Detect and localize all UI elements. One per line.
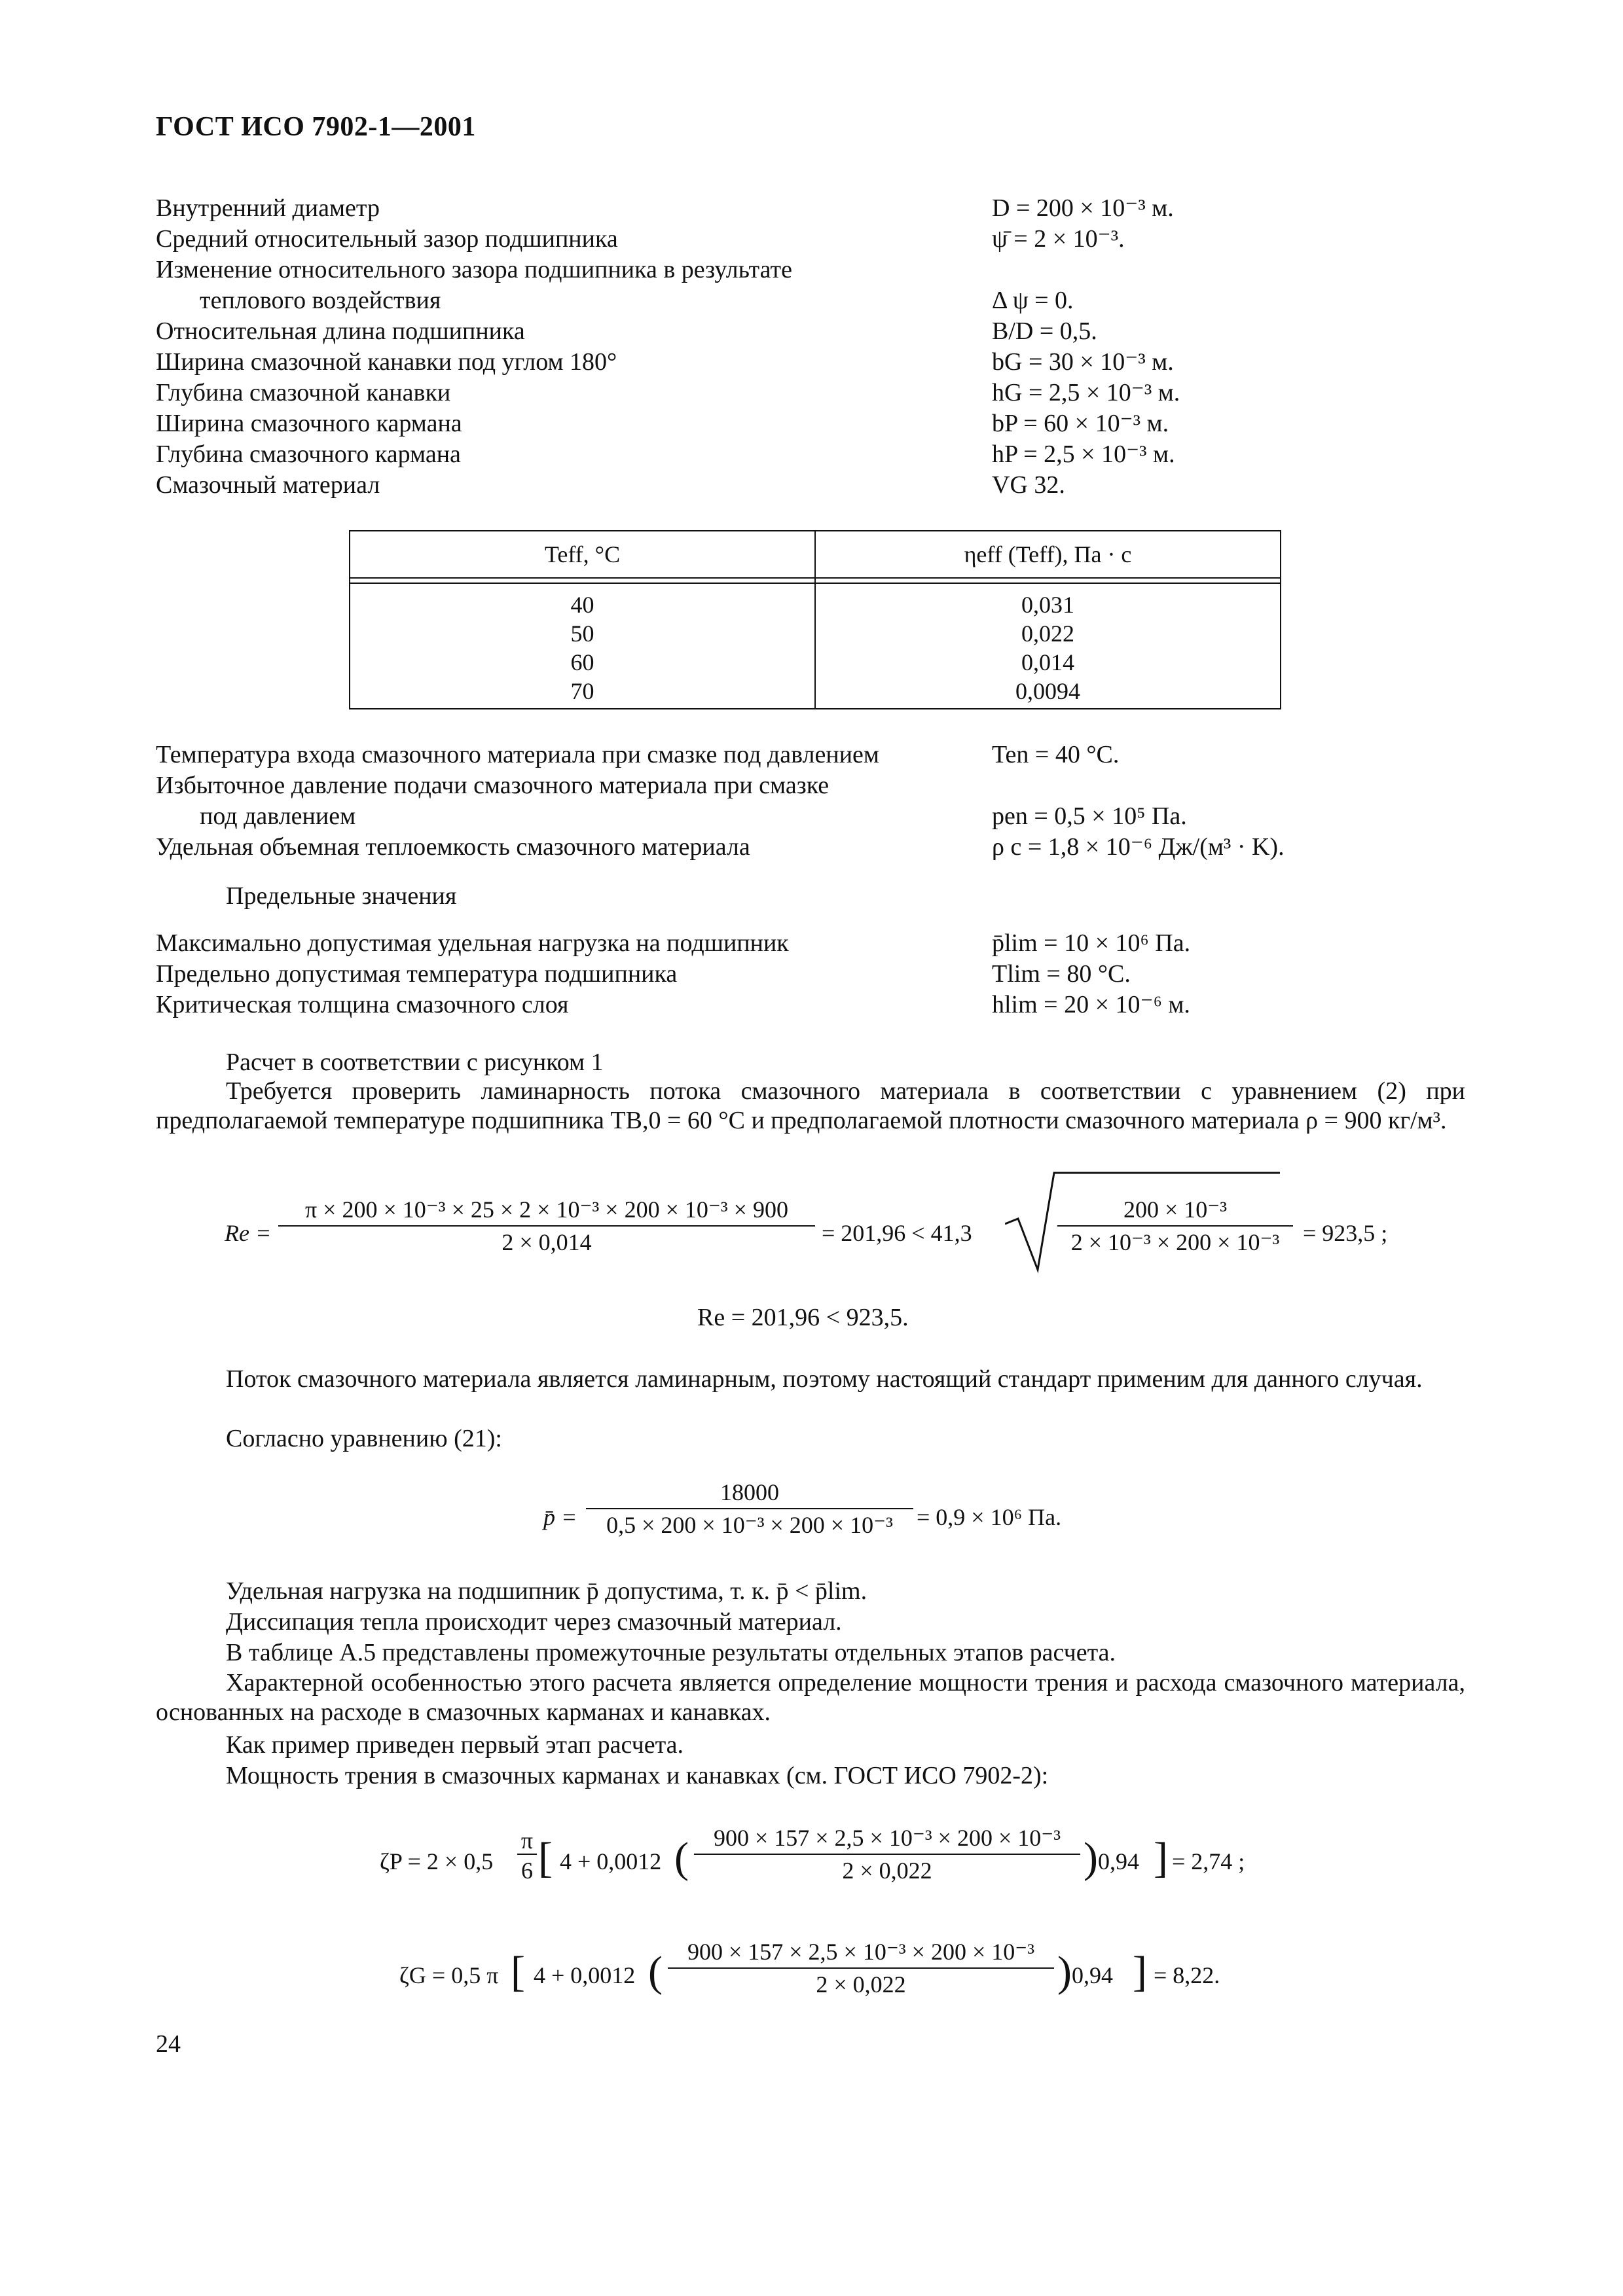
- param-label: Температура входа смазочного материала при смазке под давлением: [156, 741, 879, 768]
- right-paren: ): [1057, 1948, 1072, 1996]
- fraction-denominator: 2 × 0,014: [501, 1229, 592, 1255]
- left-paren: (: [674, 1834, 689, 1882]
- param-label: Относительная длина подшипника: [156, 317, 525, 345]
- limits-title: Предельные значения: [226, 882, 457, 910]
- table-divider: [350, 577, 1280, 579]
- text-line: Удельная нагрузка на подшипник p̄ допустима, т. к. p̄ < p̄lim.: [226, 1577, 867, 1605]
- param-value: Δ ψ = 0.: [992, 287, 1074, 314]
- equation-result: = 923,5 ;: [1303, 1220, 1388, 1246]
- param-label: Критическая толщина смазочного слоя: [156, 991, 569, 1018]
- table-column-temperature: [350, 590, 814, 706]
- paragraph: Требуется проверить ламинарность потока смазочного материала в соответствии с уравнением (2) при предполагаемой температуре подшипника TB,0 = 60 °C и предполагаемой плотности смазочного материала ρ = 900 кг/м³.: [156, 1077, 1465, 1134]
- equation-middle: = 201,96 < 41,3: [822, 1220, 972, 1246]
- param-label: Предельно допустимая температура подшипника: [156, 960, 678, 988]
- paragraph: Согласно уравнению (21):: [226, 1425, 502, 1452]
- paragraph: Характерной особенностью этого расчета является определение мощности трения и расхода смазочного материала, основанных на расходе в смазочных карманах и канавках.: [156, 1669, 1465, 1726]
- calc-title: Расчет в соответствии с рисунком 1: [226, 1049, 604, 1076]
- fraction-bar: [586, 1508, 913, 1509]
- param-label: Глубина смазочной канавки: [156, 379, 451, 406]
- param-value: Ten = 40 °C.: [992, 741, 1120, 768]
- param-value: bP = 60 × 10⁻³ м.: [992, 410, 1169, 437]
- right-bracket: ]: [1133, 1948, 1147, 1996]
- fraction-numerator: 900 × 157 × 2,5 × 10⁻³ × 200 × 10⁻³: [713, 1825, 1061, 1851]
- param-label: теплового воздействия: [200, 287, 441, 314]
- left-bracket: [: [511, 1948, 525, 1996]
- page-number: 24: [156, 2030, 181, 2058]
- fraction-numerator: 18000: [720, 1479, 779, 1505]
- param-label: под давлением: [200, 802, 356, 830]
- viscosity-table: [349, 530, 1281, 709]
- param-value: ψ̄ = 2 × 10⁻³.: [992, 225, 1125, 253]
- equation-exponent: 0,94: [1098, 1848, 1139, 1874]
- equation-result: = 2,74 ;: [1172, 1848, 1245, 1874]
- param-value: pen = 0,5 × 10⁵ Па.: [992, 802, 1187, 830]
- fraction-denominator: 2 × 0,022: [816, 1971, 906, 1998]
- table-cell: 40: [570, 592, 594, 618]
- table-divider: [350, 583, 1280, 584]
- equation-result: = 0,9 × 10⁶ Па.: [917, 1504, 1062, 1530]
- table-cell: 60: [570, 649, 594, 675]
- fraction-numerator: 900 × 157 × 2,5 × 10⁻³ × 200 × 10⁻³: [687, 1939, 1035, 1965]
- reynolds-result: Re = 201,96 < 923,5.: [697, 1304, 909, 1331]
- param-value: B/D = 0,5.: [992, 317, 1097, 345]
- fraction-bar: [278, 1225, 815, 1227]
- param-value: hP = 2,5 × 10⁻³ м.: [992, 440, 1175, 468]
- param-label: Избыточное давление подачи смазочного материала при смазке: [156, 772, 830, 799]
- equation-lhs: Re =: [225, 1220, 272, 1246]
- table-header-viscosity: ηeff (Teff), Па · с: [964, 541, 1132, 567]
- table-cell: 0,014: [1021, 649, 1074, 675]
- equation-term: 4 + 0,0012: [560, 1848, 662, 1874]
- fraction-denominator: 0,5 × 200 × 10⁻³ × 200 × 10⁻³: [606, 1512, 893, 1538]
- equation-lhs: ζP = 2 × 0,5: [380, 1848, 494, 1874]
- param-value: ρ c = 1,8 × 10⁻⁶ Дж/(м³ · K).: [992, 833, 1285, 861]
- fraction-bar: [694, 1854, 1080, 1855]
- fraction-bar: [517, 1854, 537, 1855]
- equation-result: = 8,22.: [1154, 1962, 1220, 1988]
- right-bracket: ]: [1154, 1834, 1168, 1882]
- equation-lhs: p̄ =: [543, 1504, 577, 1530]
- equation-lhs: ζG = 0,5 π: [399, 1962, 499, 1988]
- param-value: D = 200 × 10⁻³ м.: [992, 194, 1174, 222]
- text-line: В таблице А.5 представлены промежуточные результаты отдельных этапов расчета.: [226, 1639, 1116, 1666]
- param-label: Ширина смазочного кармана: [156, 410, 462, 437]
- text-line: Мощность трения в смазочных карманах и канавках (см. ГОСТ ИСО 7902-2):: [226, 1762, 1049, 1789]
- text-line: Диссипация тепла происходит через смазочный материал.: [226, 1608, 842, 1636]
- document-header: ГОСТ ИСО 7902-1—2001: [156, 112, 476, 142]
- paragraph: Поток смазочного материала является ламинарным, поэтому настоящий стандарт применим для данного случая.: [226, 1365, 1423, 1393]
- text-line: Как пример приведен первый этап расчета.: [226, 1731, 684, 1759]
- param-value: VG 32.: [992, 471, 1065, 499]
- param-value: hlim = 20 × 10⁻⁶ м.: [992, 991, 1190, 1018]
- equation-term: 4 + 0,0012: [534, 1962, 636, 1988]
- param-label: Глубина смазочного кармана: [156, 440, 461, 468]
- fraction-denominator: 2 × 10⁻³ × 200 × 10⁻³: [1070, 1229, 1280, 1255]
- param-label: Удельная объемная теплоемкость смазочного материала: [156, 833, 750, 861]
- table-cell: 0,0094: [1015, 678, 1080, 704]
- table-cell: 50: [570, 620, 594, 647]
- fraction-numerator: π × 200 × 10⁻³ × 25 × 2 × 10⁻³ × 200 × 10⁻³ × 900: [305, 1196, 788, 1223]
- fraction-bar: [1057, 1225, 1293, 1227]
- param-label: Максимально допустимая удельная нагрузка на подшипник: [156, 929, 789, 957]
- table-column-viscosity: [816, 590, 1280, 706]
- table-cell: 0,022: [1021, 620, 1074, 647]
- param-label: Внутренний диаметр: [156, 194, 380, 222]
- param-value: hG = 2,5 × 10⁻³ м.: [992, 379, 1180, 406]
- table-cell: 70: [570, 678, 594, 704]
- left-paren: (: [648, 1948, 663, 1996]
- param-value: bG = 30 × 10⁻³ м.: [992, 348, 1174, 376]
- param-label: Изменение относительного зазора подшипника в результате: [156, 256, 792, 283]
- left-bracket: [: [538, 1834, 553, 1882]
- param-label: Смазочный материал: [156, 471, 380, 499]
- fraction-bar: [668, 1967, 1054, 1969]
- fraction-numerator: π: [520, 1827, 534, 1854]
- param-value: Tlim = 80 °C.: [992, 960, 1131, 988]
- fraction-numerator: 200 × 10⁻³: [1123, 1196, 1228, 1223]
- equation-exponent: 0,94: [1072, 1962, 1113, 1988]
- fraction-denominator: 2 × 0,022: [842, 1857, 932, 1884]
- table-cell: 0,031: [1021, 592, 1074, 618]
- param-label: Средний относительный зазор подшипника: [156, 225, 618, 253]
- param-label: Ширина смазочной канавки под углом 180°: [156, 348, 617, 376]
- fraction-denominator: 6: [521, 1857, 533, 1884]
- right-paren: ): [1084, 1834, 1098, 1882]
- param-value: p̄lim = 10 × 10⁶ Па.: [992, 929, 1191, 957]
- table-header-temperature: Teff, °C: [544, 541, 621, 567]
